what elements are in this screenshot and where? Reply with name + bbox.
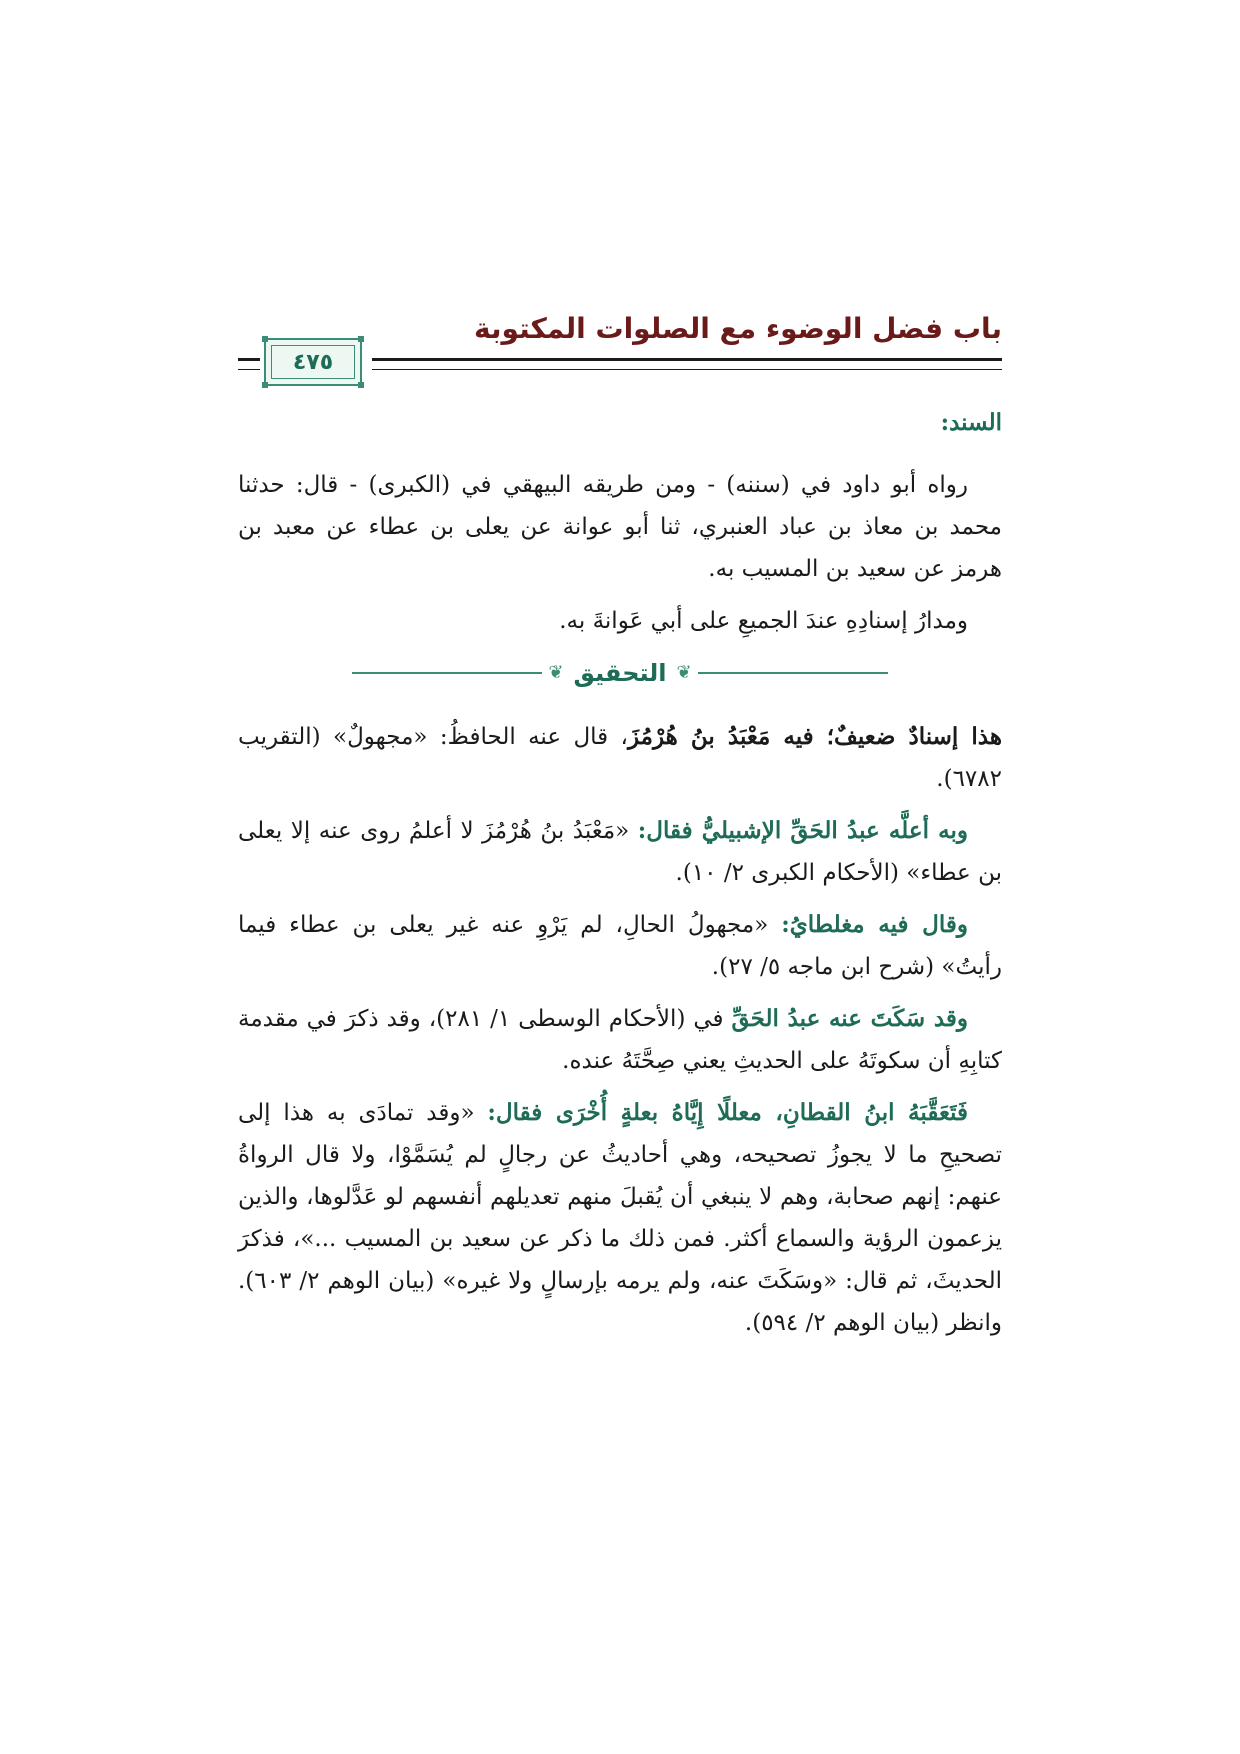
paragraph-text: في (الأحكام الوسطى ١/ ٢٨١)، وقد ذكرَ في مقدمة كتابِهِ أن سكوتَهُ على الحديثِ يعني صِحَّتَهُ عنده. [238,1006,1002,1074]
paragraph-text: «مجهولُ الحالِ، لم يَرْوِ عنه غير يعلى بن عطاء فيما رأيتُ» (شرح ابن ماجه ٥/ ٢٧). [238,912,1002,980]
page-number-frame [271,345,355,379]
paragraph-text: «وقد تمادَى به هذا إلى تصحيحِ ما لا يجوزُ تصحيحه، وهي أحاديثُ عن رجالٍ لم يُسَمَّوْا، ولا قال الرواةُ عنهم: إنهم صحابة، وهم لا ينبغي أن يُقبلَ منهم تعديلهم أنفسهم لو عَدَّلوها، والذين يزعمون الرؤية والسماع أكثر. فمن ذلك ما ذكر عن سعيد بن المسيب ...»، فذكرَ الحديثَ، ثم قال: «وسَكَتَ عنه، ولم يرمه بإرسالٍ ولا غيره» (بيان الوهم ٢/ ٦٠٣). وانظر (بيان الوهم ٢/ ٥٩٤). [238,1100,1003,1336]
page-number-badge [264,338,362,386]
page-number: ٤٧٥ [292,349,334,375]
header-rule-left [238,358,260,370]
tahqiq-divider [238,652,1002,694]
divider-line [352,672,542,674]
tahqiq-paragraph-3 [238,904,1002,988]
tahqiq-title: التحقيق [573,659,667,687]
section-label-sanad: السند: [940,409,1002,436]
sanad-summary: ومدارُ إسنادِهِ عندَ الجميعِ على أبي عَوانةَ به. [559,608,968,634]
tahqiq-paragraph-5 [238,1092,1002,1344]
paragraph-lead: فَتَعَقَّبَهُ ابنُ القطانِ، معللًا إِيَّاهُ بعلةٍ أُخْرَى فقال: [487,1099,968,1126]
paragraph-text: «مَعْبَدُ بنُ هُرْمُزَ لا أعلمُ روى عنه إلا يعلى بن عطاء» (الأحكام الكبرى ٢/ ١٠). [238,818,1002,886]
tahqiq-paragraph-4 [238,998,1002,1082]
paragraph-text: ، قال عنه الحافظُ: «مجهولٌ» (التقريب ٦٧٨٢). [238,724,1002,792]
tahqiq-paragraph-2 [238,810,1002,894]
ornament-corner [358,382,364,388]
tahqiq-paragraph-1 [238,716,1002,800]
ornament-corner [262,382,268,388]
sanad-paragraph: رواه أبو داود في (سننه) - ومن طريقه البيهقي في (الكبرى) - قال: حدثنا محمد بن معاذ بن عباد العنبري، ثنا أبو عوانة عن يعلى بن عطاء عن معبد بن هرمز عن سعيد بن المسيب به. [238,472,1002,582]
ornament-icon: ❦ [676,662,692,683]
ornament-corner [358,336,364,342]
verdict-text: هذا إسنادٌ ضعيفٌ؛ فيه مَعْبَدُ بنُ هُرْمُزَ [627,723,1002,750]
ornament-icon: ❦ [548,662,564,683]
main-text [238,402,1002,1354]
paragraph-lead: وقال فيه مغلطايُ: [781,911,968,938]
running-title: باب فضل الوضوء مع الصلوات المكتوبة [474,312,1002,345]
paragraph-lead: وبه أعلَّه عبدُ الحَقِّ الإشبيليُّ فقال: [637,817,968,844]
paragraph-lead: وقد سَكَتَ عنه عبدُ الحَقِّ [731,1005,969,1032]
ornament-corner [262,336,268,342]
divider-line [698,672,888,674]
header-rule-right [372,358,1002,370]
